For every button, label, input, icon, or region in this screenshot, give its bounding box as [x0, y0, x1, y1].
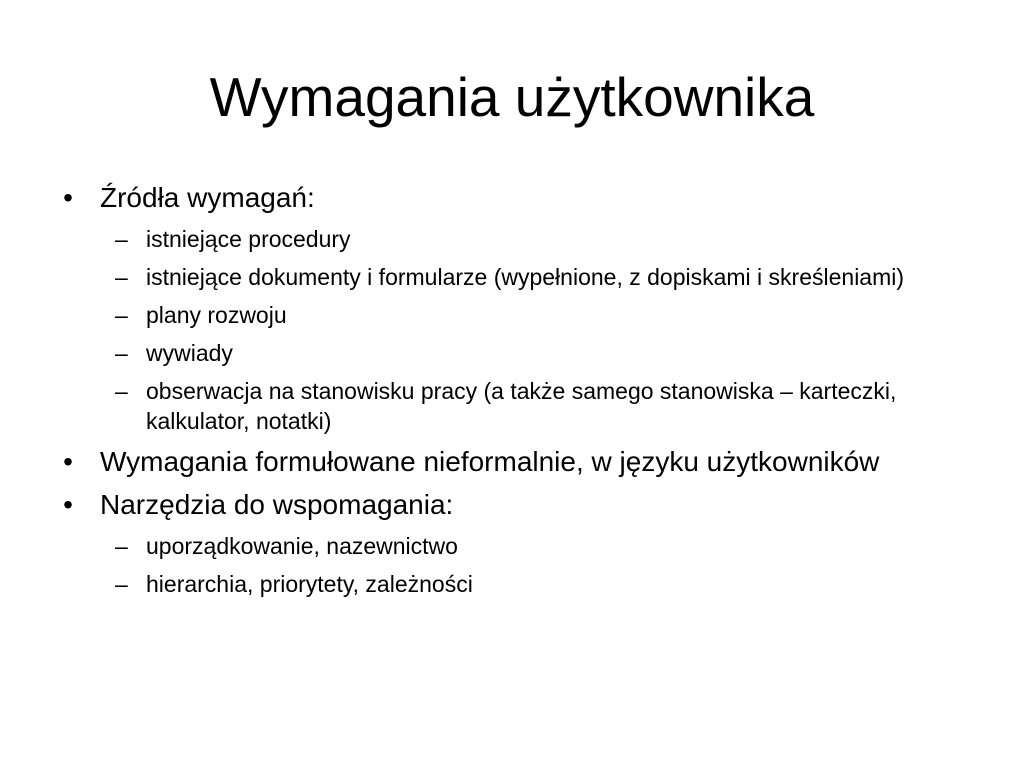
sub-list-item [100, 531, 968, 561]
list-item-text: Wymagania formułowane nieformalnie, w języku użytkowników [100, 446, 880, 477]
dash-icon: – [115, 378, 128, 404]
dash-icon: – [115, 226, 128, 252]
dash-icon: – [115, 533, 128, 559]
bullet-icon: • [63, 446, 73, 477]
dash-icon: – [115, 571, 128, 597]
sub-list-item-text: plany rozwoju [146, 302, 287, 328]
bullet-icon: • [63, 182, 73, 213]
bullet-icon: • [63, 489, 73, 520]
sub-list-item-text: uporządkowanie, nazewnictwo [146, 533, 458, 559]
sub-list [100, 531, 968, 599]
sub-list-item [100, 300, 968, 330]
sub-list-item [100, 569, 968, 599]
bullet-list [58, 180, 968, 607]
sub-list-item-text: istniejące procedury [146, 226, 351, 252]
sub-list [100, 224, 968, 436]
dash-icon: – [115, 264, 128, 290]
sub-list-item [100, 262, 968, 292]
sub-list-item-text: wywiady [146, 340, 233, 366]
list-item [58, 487, 968, 599]
sub-list-item [100, 338, 968, 368]
sub-list-item-text: istniejące dokumenty i formularze (wypełnione, z dopiskami i skreśleniami) [146, 264, 905, 290]
list-item [58, 444, 968, 479]
slide-title: Wymagania użytkownika [209, 66, 815, 128]
sub-list-item-text: hierarchia, priorytety, zależności [146, 571, 473, 597]
sub-list-item [100, 224, 968, 254]
list-item-text: Narzędzia do wspomagania: [100, 489, 454, 520]
sub-list-item [100, 376, 968, 436]
sub-list-item-text: obserwacja na stanowisku pracy (a także samego stanowiska – karteczki, kalkulator, notatki) [146, 378, 897, 434]
dash-icon: – [115, 302, 128, 328]
dash-icon: – [115, 340, 128, 366]
list-item-text: Źródła wymagań: [100, 182, 315, 213]
list-item [58, 180, 968, 436]
